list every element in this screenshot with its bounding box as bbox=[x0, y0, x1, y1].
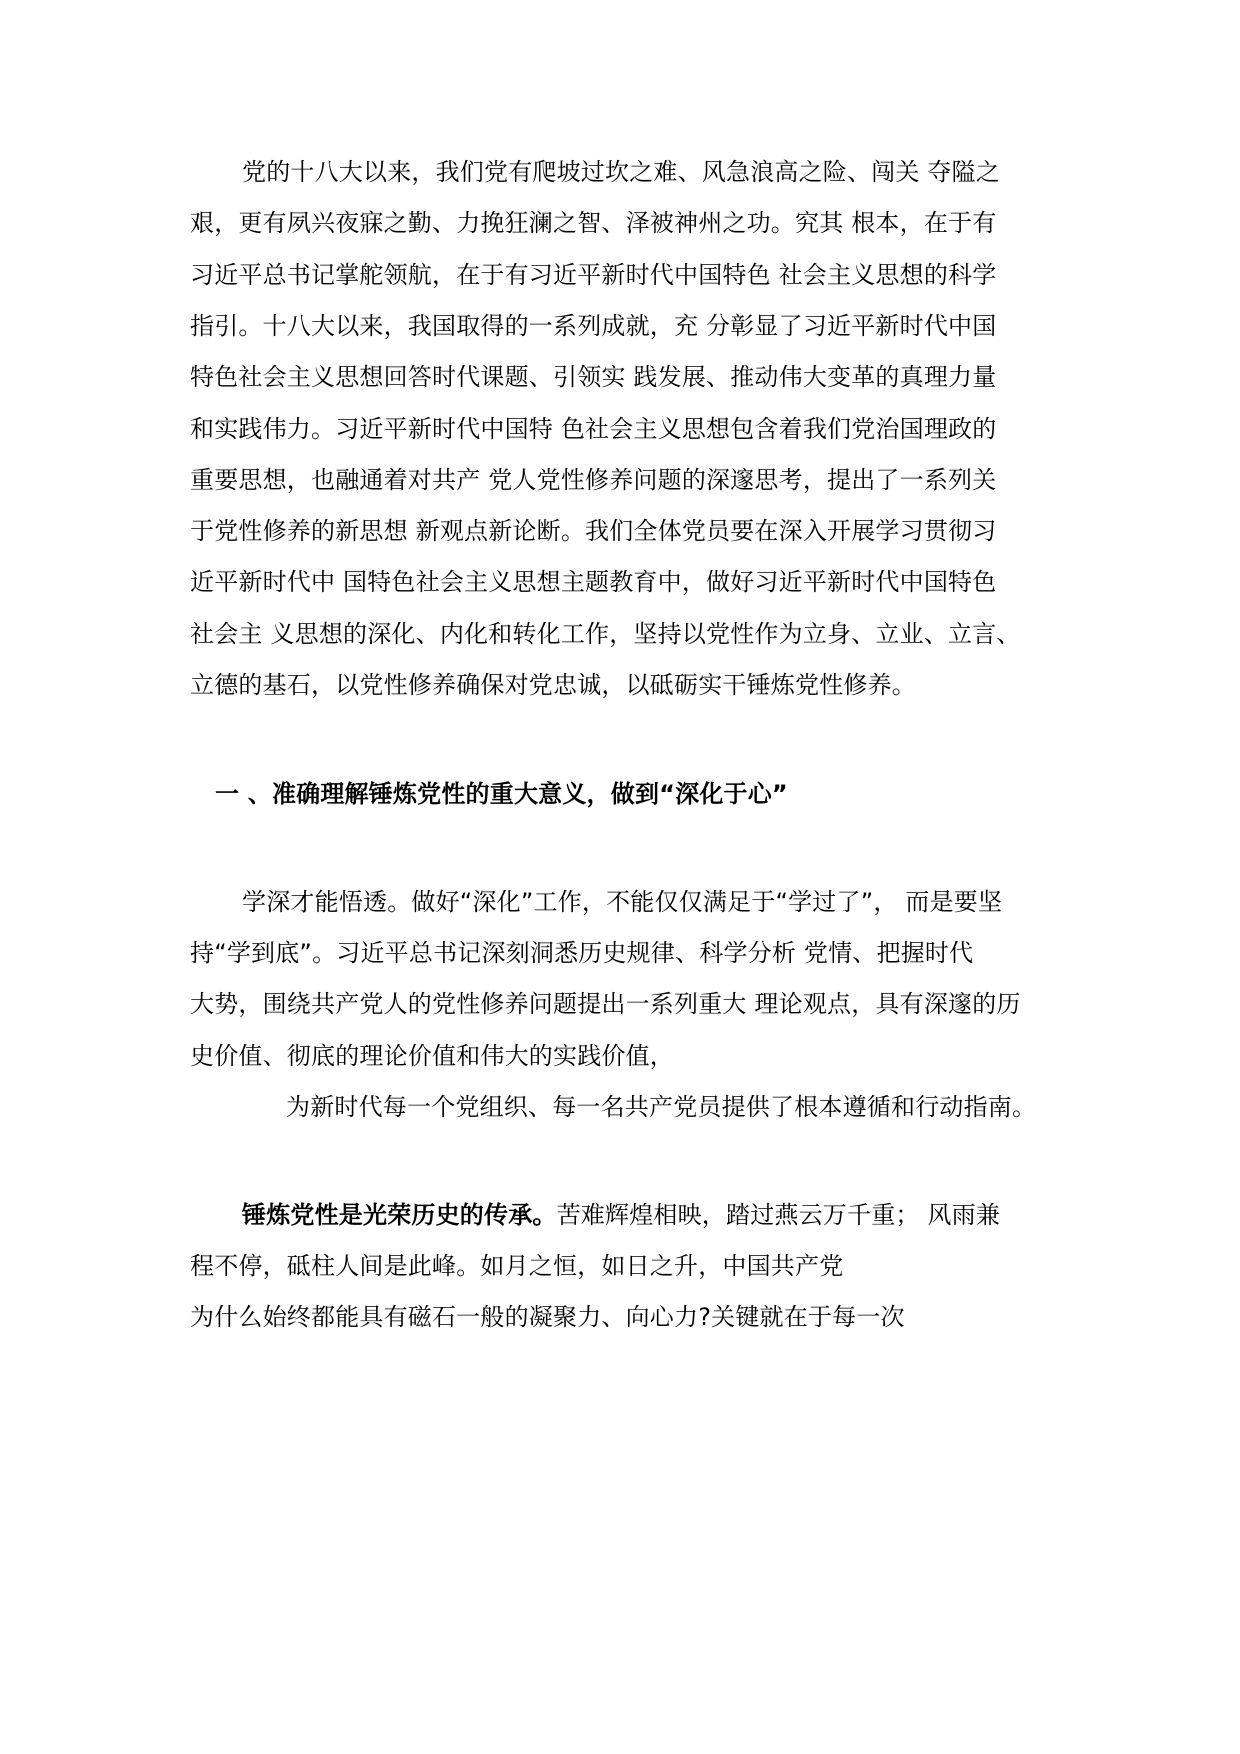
paragraph-1-line: 习近平总书记掌舵领航，在于有习近平新时代中国特色 社会主义思想的科学 bbox=[190, 261, 997, 289]
paragraph-1-line: 于党性修养的新思想 新观点新论断。我们全体党员要在深入开展学习贯彻习 bbox=[190, 517, 997, 545]
paragraph-3-lead-sentence: 锤炼党性是光荣历史的传承。 bbox=[242, 1201, 557, 1229]
paragraph-2-line: 大势，围绕共产党人的党性修养问题提出一系列重大 理论观点，具有深邃的历 bbox=[190, 990, 1021, 1018]
paragraph-1-line: 党的十八大以来，我们党有爬坡过坎之难、风急浪高之险、闯关 夺隘之 bbox=[242, 158, 1001, 186]
paragraph-2-line: 为新时代每一个党组织、每一名共产党员提供了根本遵循和行动指南。 bbox=[286, 1093, 1037, 1121]
paragraph-1-line: 特色社会主义思想回答时代课题、引领实 践发展、推动伟大变革的真理力量 bbox=[190, 363, 997, 391]
paragraph-3-line: 为什么始终都能具有磁石一般的凝聚力、向心力?关键就在于每一次 bbox=[190, 1303, 905, 1331]
paragraph-1-line: 社会主 义思想的深化、内化和转化工作，坚持以党性作为立身、立业、立言、 bbox=[190, 620, 1021, 648]
paragraph-1-line: 立德的基石，以党性修养确保对党忠诚，以砥砺实干锤炼党性修养。 bbox=[190, 671, 916, 699]
section-heading: 一 、准确理解锤炼党性的重大意义，做到“深化于心” bbox=[215, 780, 788, 808]
paragraph-3-first-line bbox=[242, 1200, 1000, 1230]
paragraph-1-line: 和实践伟力。习近平新时代中国特 色社会主义思想包含着我们党治国理政的 bbox=[190, 415, 997, 443]
paragraph-2-line: 持“学到底”。习近平总书记深刻洞悉历史规律、科学分析 党情、把握时代 bbox=[190, 939, 974, 967]
paragraph-1-line: 重要思想，也融通着对共产 党人党性修养问题的深邃思考，提出了一系列关 bbox=[190, 466, 997, 494]
paragraph-2-line: 史价值、彻底的理论价值和伟大的实践价值， bbox=[190, 1042, 674, 1070]
paragraph-1-line: 指引。十八大以来，我国取得的一系列成就，充 分彰显了习近平新时代中国 bbox=[190, 312, 997, 340]
paragraph-1-line: 近平新时代中 国特色社会主义思想主题教育中，做好习近平新时代中国特色 bbox=[190, 568, 997, 596]
paragraph-1-line: 艰，更有夙兴夜寐之勤、力挽狂澜之智、泽被神州之功。究其 根本，在于有 bbox=[190, 209, 997, 237]
paragraph-2-line: 学深才能悟透。做好“深化”工作，不能仅仅满足于“学过了”， 而是要坚 bbox=[242, 888, 1003, 916]
paragraph-3-first-line-text: 苦难辉煌相映，踏过燕云万千重； 风雨兼 bbox=[556, 1201, 1001, 1229]
paragraph-3-line: 程不停，砥柱人间是此峰。如月之恒，如日之升，中国共产党 bbox=[190, 1252, 844, 1280]
